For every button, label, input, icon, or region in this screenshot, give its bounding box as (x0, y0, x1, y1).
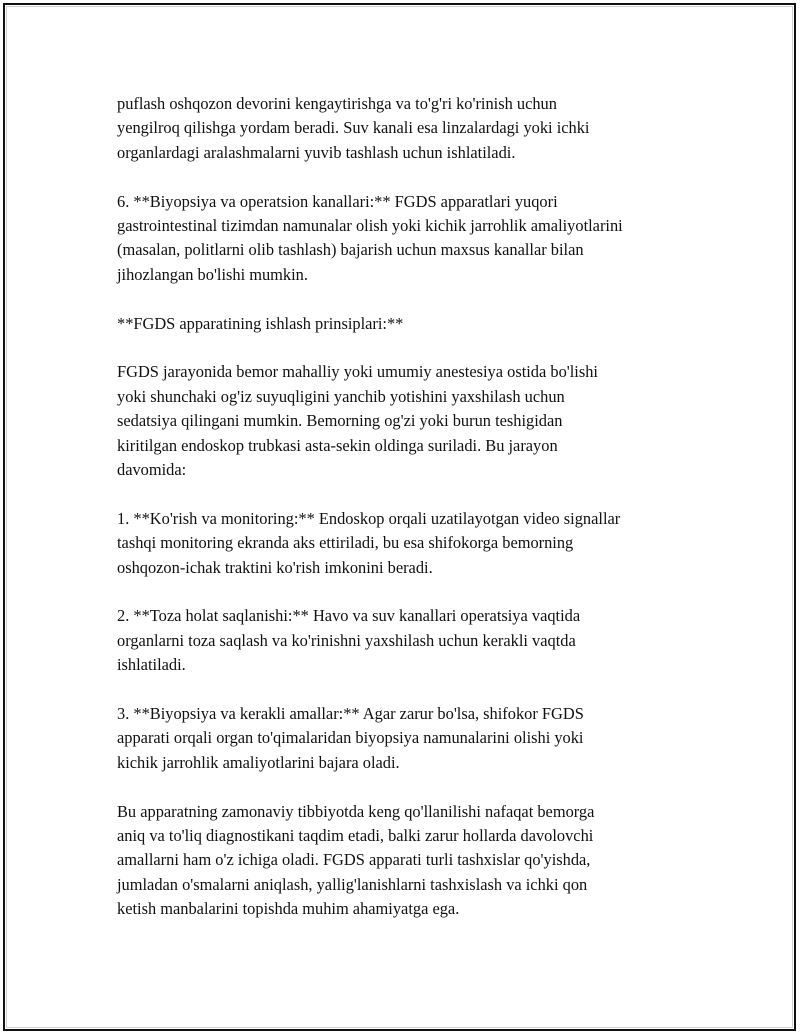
list-item-biopsy-actions: 3. **Biyopsiya va kerakli amallar:** Agar zarur bo'lsa, shifokor FGDS apparati orqali organ to'qimalaridan biyopsiya namunalarini olishi yoki kichik jarrohlik amaliyotlarini bajara oladi. (117, 704, 584, 772)
paragraph-air-water-channels: puflash oshqozon devorini kengaytirishga va to'g'ri ko'rinish uchun yengilroq qilishga yordam beradi. Suv kanali esa linzalardagi yoki ichki organlardagi aralashmalarni yuvib tashlash uchun ishlatiladi. (117, 94, 590, 162)
section-heading-working-principles: **FGDS apparatining ishlash prinsiplari:** (117, 313, 404, 333)
document-body (117, 92, 697, 946)
paragraph-conclusion: Bu apparatning zamonaviy tibbiyotda keng qo'llanilishi nafaqat bemorga aniq va to'liq diagnostikani taqdim etadi, balki zarur hollarda davolovchi amallarni ham o'z ichiga oladi. FGDS apparati turli tashxislar qo'yishda, jumladan o'smalarni aniqlash, yallig'lanishlarni tashxislash va ichki qon ketish manbalarini topishda muhim ahamiyatga ega. (117, 801, 595, 919)
list-item-viewing-monitoring: 1. **Ko'rish va monitoring:** Endoskop orqali uzatilayotgan video signallar tashqi monitoring ekranda aks ettiriladi, bu esa shifokorga bemorning oshqozon-ichak traktini ko'rish imkonini beradi. (117, 508, 621, 577)
paragraph-biopsy-channels: 6. **Biyopsiya va operatsion kanallari:** FGDS apparatlari yuqori gastrointestinal tizimdan namunalar olish yoki kichik jarrohlik amaliyotlarini (masalan, politlarni olib tashlash) bajarish uchun maxsus kanallar bilan jihozlangan bo'lishi mumkin. (117, 191, 623, 284)
list-item-clean-state: 2. **Toza holat saqlanishi:** Havo va suv kanallari operatsiya vaqtida organlarni toza saqlash va ko'rinishni yaxshilash uchun kerakli vaqtda ishlatiladi. (117, 606, 581, 675)
paragraph-procedure-intro: FGDS jarayonida bemor mahalliy yoki umumiy anestesiya ostida bo'lishi yoki shunchaki og'iz suyuqligini yanchib yotishini yaxshilash uchun sedatsiya qilingani mumkin. Bemorning og'zi yoki burun teshigidan kiritilgan endoskop trubkasi asta-sekin oldinga suriladi. Bu jarayon davomida: (117, 362, 598, 480)
